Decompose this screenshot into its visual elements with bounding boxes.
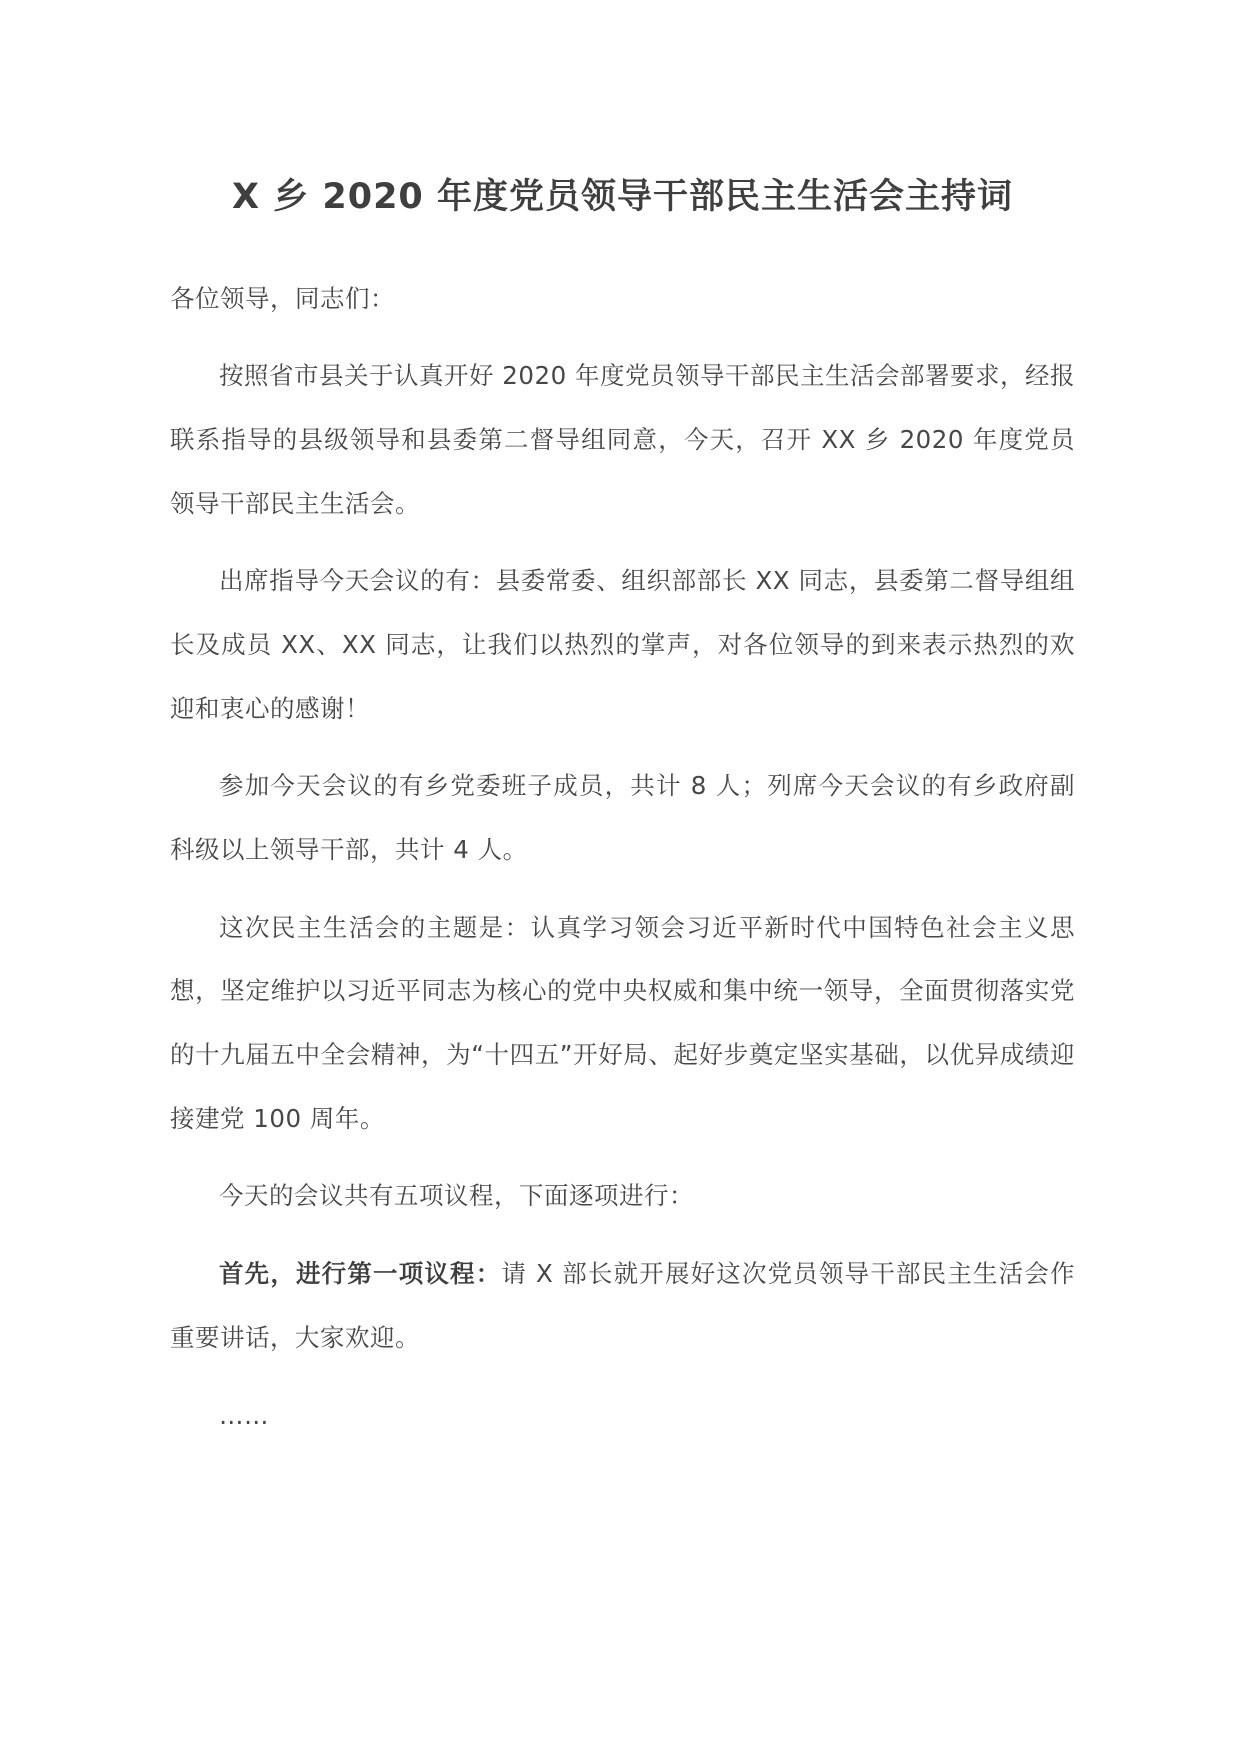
paragraph-body-text: 请 X 部长就开展好这次党员领导干部民主生活会作重要讲话，大家欢迎。 <box>170 1259 1076 1352</box>
paragraph-attendees-leaders: 出席指导今天会议的有：县委常委、组织部部长 XX 同志，县委第二督导组组长及成员 XX、XX 同志，让我们以热烈的掌声，对各位领导的到来表示热烈的欢迎和衷心的感谢！ <box>170 566 1075 723</box>
document-title: X 乡 2020 年度党员领导干部民主生活会主持词 <box>232 177 1013 217</box>
paragraph-attendees-count: 参加今天会议的有乡党委班子成员，共计 8 人；列席今天会议的有乡政府副科级以上领导干部，共计 4 人。 <box>170 771 1075 864</box>
paragraph-first-agenda-item <box>170 1242 1075 1369</box>
paragraph-ellipsis: …… <box>219 1400 269 1430</box>
paragraph-meeting-theme: 这次民主生活会的主题是：认真学习领会习近平新时代中国特色社会主义思想，坚定维护以习近平同志为核心的党中央权威和集中统一领导，全面贯彻落实党的十九届五中全会精神，为“十四五”开好局、起好步奠定坚实基础，以优异成绩迎接建党 100 周年。 <box>170 912 1075 1133</box>
paragraph-bold-lead: 首先，进行第一项议程： <box>219 1259 502 1289</box>
paragraph-opening: 按照省市县关于认真开好 2020 年度党员领导干部民主生活会部署要求，经报联系指导的县级领导和县委第二督导组同意，今天，召开 XX 乡 2020 年度党员领导干部民主生活会。 <box>170 361 1075 518</box>
paragraph-salutation: 各位领导，同志们： <box>170 283 395 313</box>
paragraph-agenda-intro: 今天的会议共有五项议程，下面逐项进行： <box>219 1181 694 1211</box>
